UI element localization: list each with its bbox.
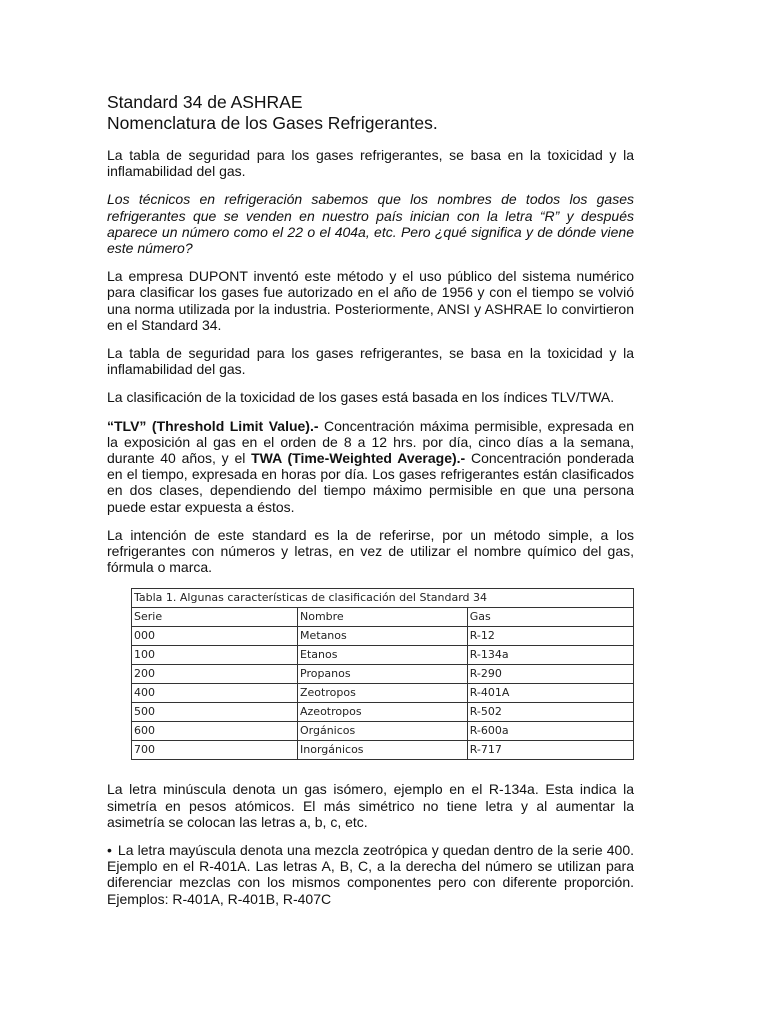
table-row (132, 646, 634, 665)
cell-serie: 200 (132, 665, 298, 684)
table-row (132, 665, 634, 684)
uppercase-letter-text: La letra mayúscula denota una mezcla zeotrópica y quedan dentro de la serie 400. Ejemplo en el R-401A. Las letras A, B, C, a la derecha del número se utilizan para diferenciar mezclas con los mismos componentes pero con diferente proporción. Ejemplos: R-401A, R-401B, R-407C (107, 842, 634, 907)
cell-gas: R-12 (467, 627, 633, 646)
document-title (107, 92, 634, 134)
document-page (107, 92, 634, 919)
table-row (132, 741, 634, 760)
paragraph-uppercase-letter (107, 842, 634, 907)
paragraph-dupont-history: La empresa DUPONT inventó este método y el uso público del sistema numérico para clasificar los gases fue autorizado en el año de 1956 y con el tiempo se volvió una norma utilizada por la industria. Posteriormente, ANSI y ASHRAE lo convirtieron en el Standard 34. (107, 268, 634, 333)
cell-nombre: Azeotropos (298, 703, 468, 722)
paragraph-lowercase-letter: La letra minúscula denota un gas isómero, ejemplo en el R-134a. Esta indica la simetría en pesos atómicos. El más simétrico no tiene letra y al aumentar la asimetría se colocan las letras a, b, c, etc. (107, 781, 634, 830)
cell-gas: R-600a (467, 722, 633, 741)
cell-gas: R-502 (467, 703, 633, 722)
table-row (132, 627, 634, 646)
cell-nombre: Orgánicos (298, 722, 468, 741)
cell-gas: R-290 (467, 665, 633, 684)
cell-serie: 500 (132, 703, 298, 722)
cell-nombre: Zeotropos (298, 684, 468, 703)
table-row (132, 722, 634, 741)
tlv-term: “TLV” (Threshold Limit Value).- (107, 417, 319, 434)
table-caption: Tabla 1. Algunas características de clasificación del Standard 34 (132, 589, 634, 608)
table-caption-row (132, 589, 634, 608)
cell-gas: R-717 (467, 741, 633, 760)
table-row (132, 703, 634, 722)
paragraph-safety-table: La tabla de seguridad para los gases refrigerantes, se basa en la toxicidad y la inflamabilidad del gas. (107, 147, 634, 180)
column-header-nombre: Nombre (298, 608, 468, 627)
twa-term: TWA (Time-Weighted Average).- (251, 450, 466, 467)
cell-nombre: Metanos (298, 627, 468, 646)
column-header-serie: Serie (132, 608, 298, 627)
table-row (132, 684, 634, 703)
cell-serie: 400 (132, 684, 298, 703)
title-line-1: Standard 34 de ASHRAE (107, 92, 303, 112)
classification-table-image (131, 588, 634, 766)
cell-serie: 700 (132, 741, 298, 760)
table-header-row (132, 608, 634, 627)
title-line-2: Nomenclatura de los Gases Refrigerantes. (107, 113, 438, 133)
paragraph-standard-intention: La intención de este standard es la de referirse, por un método simple, a los refrigerantes con números y letras, en vez de utilizar el nombre químico del gas, fórmula o marca. (107, 526, 634, 576)
cell-nombre: Etanos (298, 646, 468, 665)
cell-gas: R-134a (467, 646, 633, 665)
cell-serie: 600 (132, 722, 298, 741)
twa-text: Concentración ponderada en el tiempo, expresada en horas por día. Los gases refrigerantes están clasificados en dos clases, dependiendo del tiempo máximo permisible en que una persona puede estar expuesta a éstos. (107, 450, 634, 515)
paragraph-technicians-question: Los técnicos en refrigeración sabemos que los nombres de todos los gases refrigerantes que se venden en nuestro país inician con la letra “R” y después aparece un número como el 22 o el 404a, etc. Pero ¿qué significa y de dónde viene este número? (107, 191, 634, 257)
cell-serie: 000 (132, 627, 298, 646)
bullet-icon: • (107, 842, 112, 859)
classification-table (131, 588, 634, 760)
column-header-gas: Gas (467, 608, 633, 627)
tlv-text: Concentración máxima permisible, expresada en la exposición al gas en el orden de 8 a 12 hrs. por día, cinco días a la semana, durante 40 años, y el (107, 417, 635, 467)
paragraph-toxicity-classification: La clasificación de la toxicidad de los gases está basada en los índices TLV/TWA. (107, 389, 615, 406)
paragraph-safety-table-repeat: La tabla de seguridad para los gases refrigerantes, se basa en la toxicidad y la inflamabilidad del gas. (107, 345, 634, 378)
cell-serie: 100 (132, 646, 298, 665)
cell-nombre: Propanos (298, 665, 468, 684)
cell-gas: R-401A (467, 684, 633, 703)
cell-nombre: Inorgánicos (298, 741, 468, 760)
paragraph-tlv-twa-definition (107, 418, 634, 515)
